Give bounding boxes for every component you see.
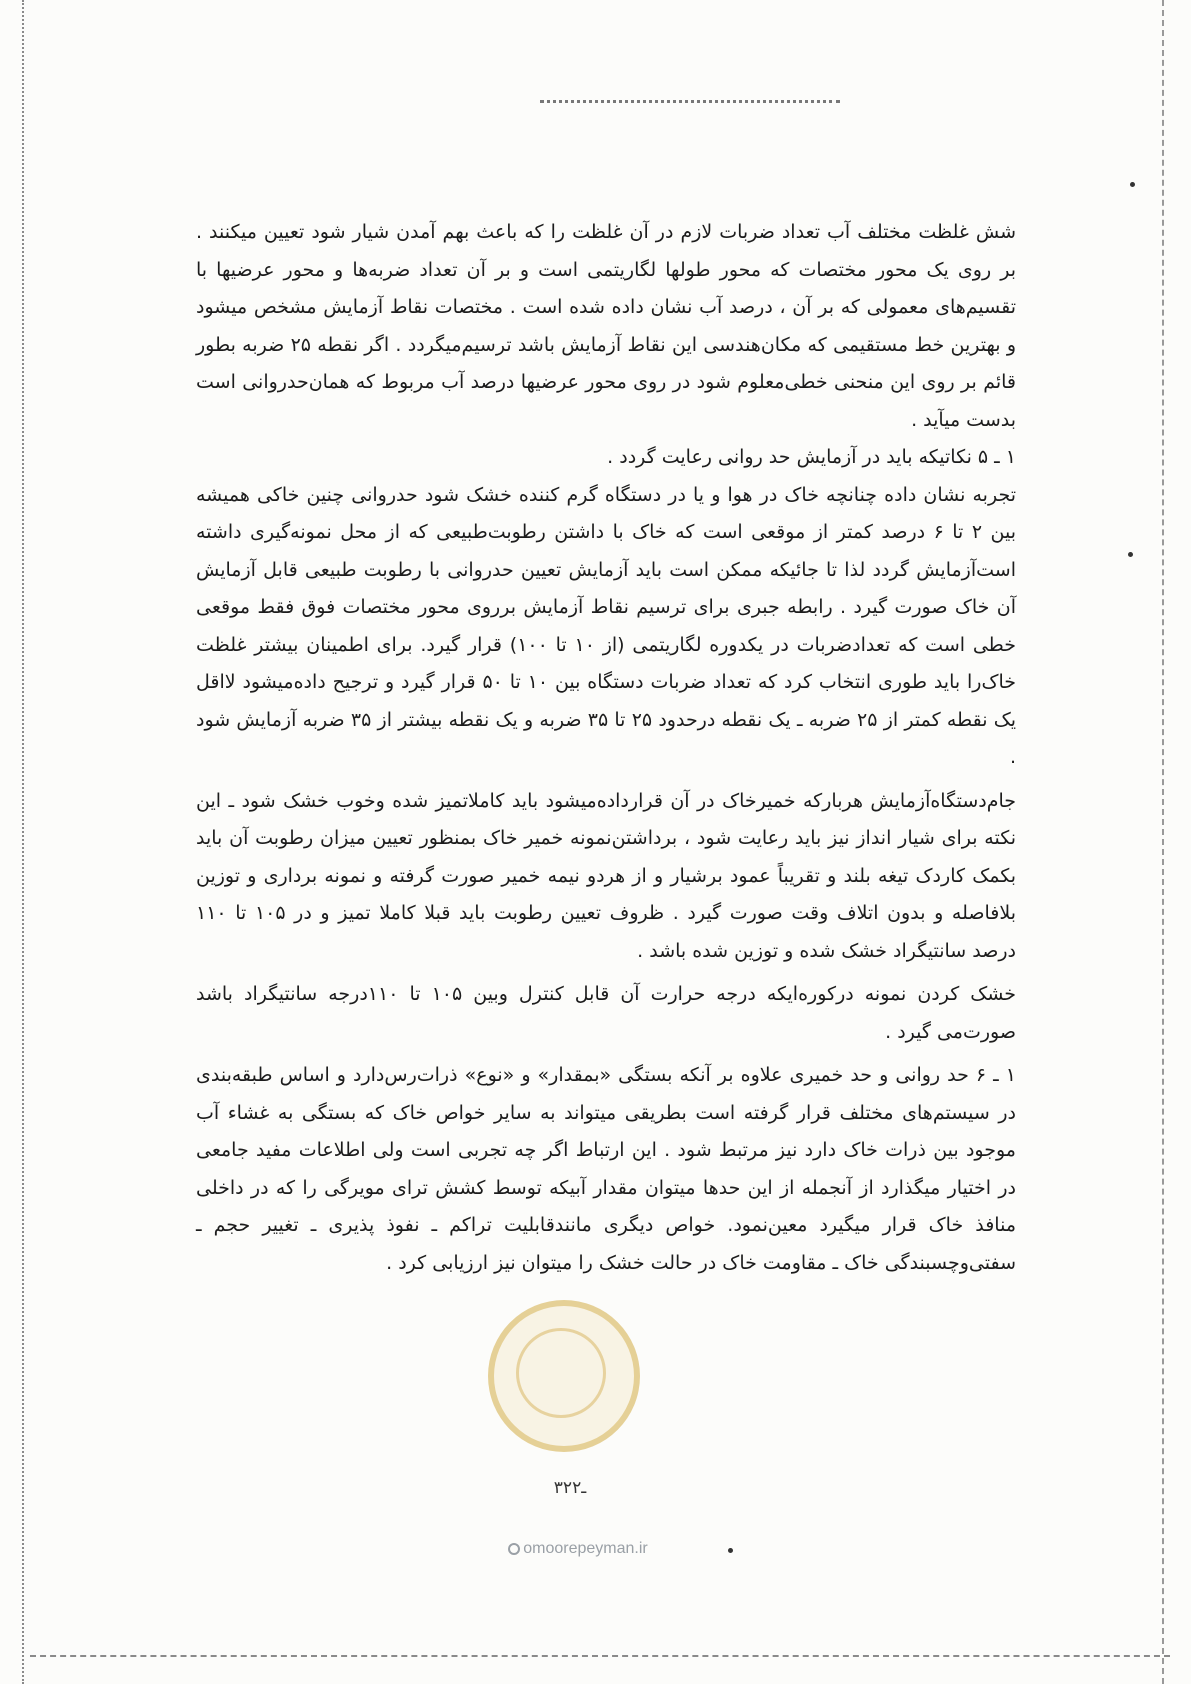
scan-speck — [1130, 182, 1135, 187]
at-icon — [508, 1543, 520, 1555]
paragraph: شش غلظت مختلف آب تعداد ضربات لازم در آن غلظت را که باعث بهم آمدن شیار شود تعیین میکنند . بر روی یک محور مختصات که محور طولها لگاریتمی است و بر آن تعداد ضربه‌ها و محور عرضیها با تقسیم‌های معمولی که بر آن ، درصد آب نشان داده شده است . مختصات نقاط آزمایش مشخص میشود و بهترین خط مستقیمی که مکان‌هندسی این نقاط آزمایش باشد ترسیم‌میگردد . اگر نقطه ۲۵ ضربه بطور قائم بر روی این منحنی خطی‌معلوم شود در روی محور عرضیها درصد آب مربوط که همان‌حدروانی است بدست میآید . — [196, 221, 1016, 431]
paragraph: جام‌دستگاه‌آزمایش هربارکه خمیرخاک در آن قرارداده‌میشود باید کاملا‌تمیز شده وخوب خشک شود ـ این نکته برای شیار انداز نیز باید رعایت شود ، برداشتن‌نمونه خمیر خاک بمنظور تعیین میزان رطوبت آن باید بکمک کاردک تیغه بلند و تقریبا‌ً عمود برشیار و از هردو نیمه خمیر صورت گرفته و نمونه برداری و توزین بلافاصله و بدون اتلاف وقت صورت گیرد . ظروف تعیین رطوبت باید قبلا کاملا تمیز و در ۱۰۵ تا ۱۱۰ درصد سانتیگراد خشک شده و توزین شده باشد . — [196, 789, 1016, 962]
watermark-text: omoorepeyman.ir — [523, 1540, 648, 1557]
scan-dots — [540, 100, 840, 113]
scan-speck — [1128, 552, 1133, 557]
section-heading: ۱ ـ ۵ نکاتیکه باید در آزمایش حد روانی رعایت گردد . — [607, 446, 1016, 468]
paragraph: خشک کردن نمونه درکوره‌ایکه درجه حرارت آن قابل کنترل وبین ۱۰۵ تا ۱۱۰درجه سانتیگراد باشد صورت‌می گیرد . — [196, 983, 1017, 1043]
watermark — [478, 1540, 678, 1558]
paragraph: تجربه نشان داده چنانچه خاک در هوا و یا در دستگاه گرم کننده خشک شود حدروانی چنین خاکی همیشه بین ۲ تا ۶ درصد کمتر از موقعی است که خاک با داشتن رطوبت‌طبیعی که از محل نمونه‌گیری داشته است‌آزمایش گردد لذا تا جائیکه ممکن است باید آزمایش تعیین حدروانی با رطوبت طبیعی قابل آزمایش آن خاک صورت گیرد . رابطه جبری برای ترسیم نقاط آزمایش برروی محور مختصات فوق فقط موقعی خطی است که تعدادضربات در یکدوره لگاریتمی (از ۱۰ تا ۱۰۰) قرار گیرد. برای اطمینان بیشتر غلظت خاک‌را باید طوری انتخاب کرد که تعداد ضربات دستگاه بین ۱۰ تا ۵۰ قرار گیرد و ترجیح داده‌میشود لااقل یک نقطه کمتر از ۲۵ ضربه ـ یک نقطه درحدود ۲۵ تا ۳۵ ضربه و یک نقطه بیشتر از ۳۵ ضربه آزمایش شود . — [196, 483, 1017, 768]
scan-edge-left — [22, 0, 24, 1684]
scan-edge-bottom — [30, 1655, 1170, 1657]
scan-edge-right — [1162, 0, 1164, 1684]
scan-speck — [728, 1548, 733, 1553]
body-text — [196, 214, 1016, 1282]
page-number: ۳۲ـ۲ — [553, 1478, 587, 1498]
paragraph: ۱ ـ ۶ حد روانی و حد خمیری علاوه بر آنکه بستگی «بمقدار» و «نوع» ذرات‌رس‌دارد و اساس طبقه‌بندی در سیستم‌های مختلف قرار گرفته است بطریقی میتواند به سایر خواص خاک که بستگی به غشاء آب موجود بین ذرات خاک دارد نیز مرتبط شود . این ارتباط اگر چه تجربی است ولی اطلاعات مفید جامعی در اختیار میگذارد از آنجمله از این حدها میتوان مقدار آبیکه توسط کشش ترای مویرگی را که در داخلی منافذ خاک قرار میگیرد معین‌نمود. خواص دیگری مانند‌قابلیت تراکم ـ نفوذ پذیری ـ تغییر حجم ـ سفتی‌وچسبندگی خاک ـ مقاومت خاک در حالت خشک را میتوان نیز ارزیابی کرد . — [196, 1064, 1016, 1274]
seal-inner-ring — [516, 1328, 606, 1418]
seal-stamp — [488, 1300, 640, 1452]
